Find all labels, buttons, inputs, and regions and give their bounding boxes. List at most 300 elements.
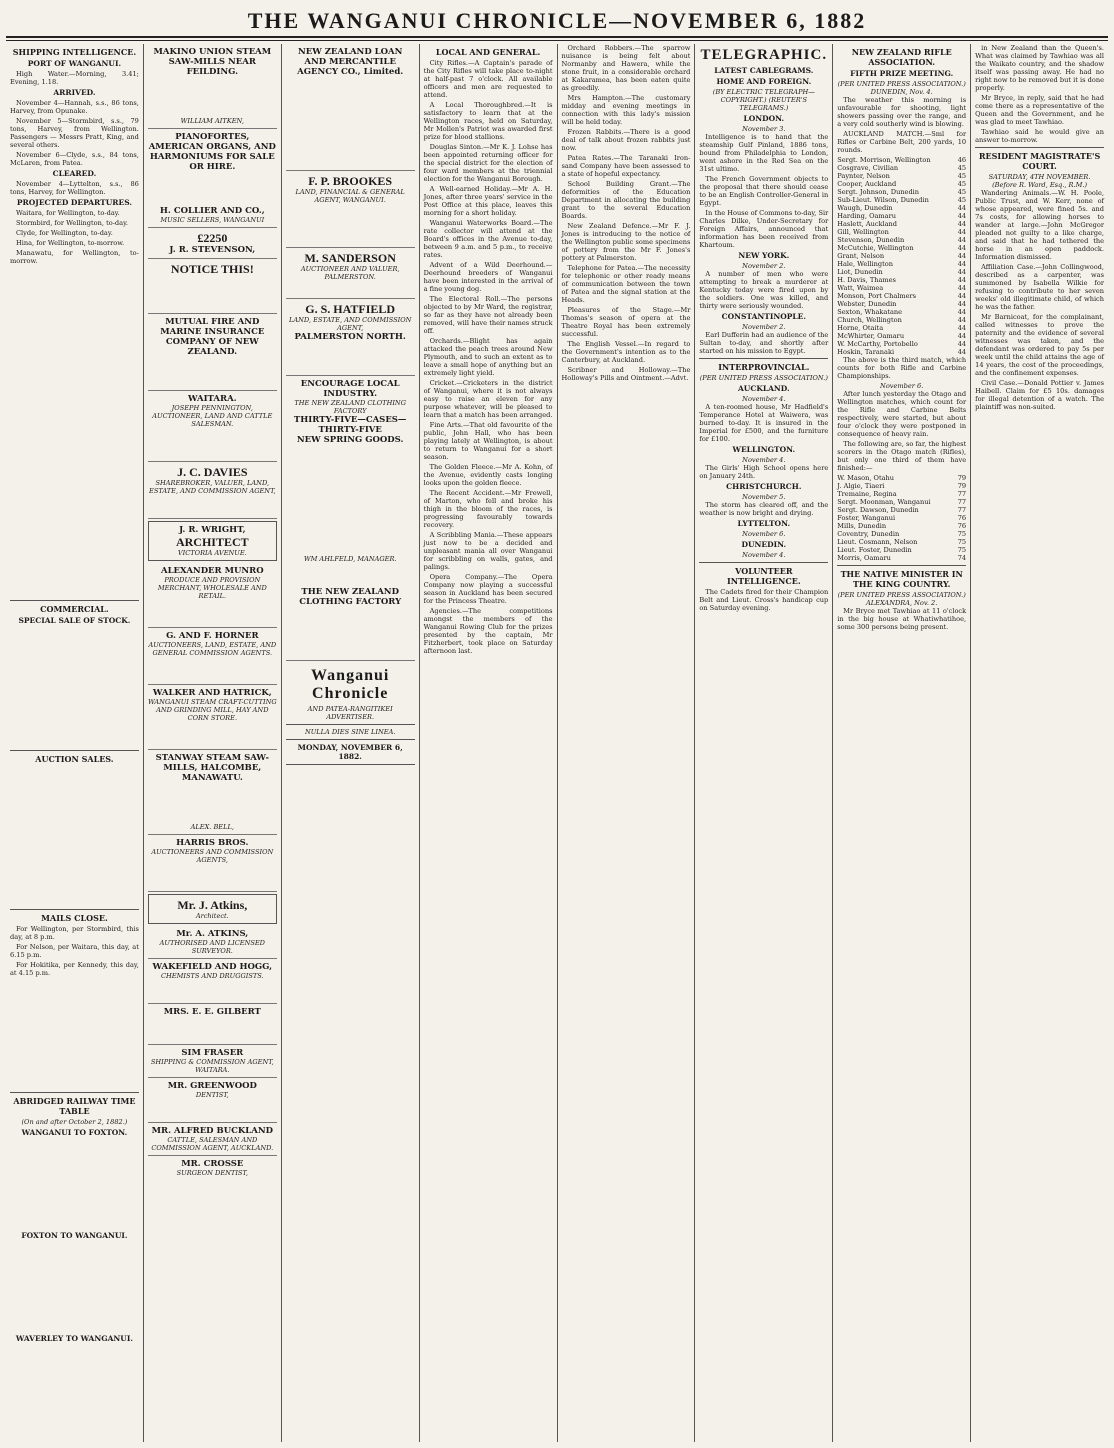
ad-title: MUTUAL FIRE AND MARINE INSURANCE COMPANY OF NEW ZEALAND.: [160, 317, 265, 357]
dateline: DUNEDIN, Nov. 4.: [870, 88, 933, 96]
dateline: November 4.: [742, 456, 786, 464]
ad-subtitle: AUCTIONEER AND VALUER, PALMERSTON.: [300, 265, 400, 281]
article-paragraph: Agencies.—The competitions amongst the members of the Wanganui Rowing Club for the prizes presented by the captain, Mr Fitzherbert, took place on Saturday afternoon last.: [423, 607, 553, 655]
ad-walker-hatrick: [148, 685, 277, 750]
competitor-name: Mills, Dunedin: [837, 522, 887, 530]
competitor-score: 45: [957, 180, 967, 188]
divider: [286, 764, 415, 765]
article-paragraph: A ten-roomed house, Mr Hadfield's Temperance Hotel at Waiwera, was burned to-day. It is insured in the Imperial for £500, and the furniture for £100.: [699, 403, 829, 443]
ad-subtitle: LAND, FINANCIAL & GENERAL AGENT, WANGANUI.: [295, 188, 405, 204]
ad-subtitle: JOSEPH PENNINGTON,: [171, 404, 253, 412]
score-row: [837, 482, 966, 490]
competitor-name: Morris, Oamaru: [837, 554, 891, 562]
projected-1: Waitara, for Wellington, to-day.: [16, 209, 120, 217]
article-paragraph: Frozen Rabbits.—There is a good deal of talk about frozen rabbits just now.: [561, 128, 691, 152]
manager-title: MANAGER.: [357, 555, 397, 563]
ad-subtitle: AUCTIONEER, LAND AND CATTLE SALESMAN.: [152, 412, 273, 428]
ad-title: NOTICE THIS!: [170, 262, 254, 276]
ad-subtitle: MUSIC SELLERS, WANGANUI: [160, 216, 265, 224]
article-paragraph: Mr Bryce, in reply, said that he had come there as a representative of the Queen and the Government, and he was glad to meet Tawhiao.: [975, 94, 1104, 126]
competitor-score: 44: [957, 324, 967, 332]
auckland-heading: AUCKLAND.: [737, 384, 790, 393]
competitor-name: Haslett, Auckland: [837, 220, 898, 228]
competitor-score: 44: [957, 212, 967, 220]
column-3-advertisements: [282, 44, 420, 1442]
competitor-name: McCutchie, Wellington: [837, 244, 914, 252]
mails-3: For Hokitika, per Kennedy, this day, at 4.15 p.m.: [10, 961, 139, 977]
newspaper-title: Wanganui Chronicle: [311, 667, 390, 702]
score-row: [837, 530, 966, 538]
score-row: [837, 284, 966, 292]
competitor-score: 44: [957, 308, 967, 316]
score-row: [837, 204, 966, 212]
ad-subtitle: SHAREBROKER, VALUER, LAND, ESTATE, AND COMMISSION AGENT,: [149, 479, 276, 495]
article-paragraph: Cricket.—Cricketers in the district of Wanganui, where it is not always easy to raise an eleven for any purpose whatever, will be pleased to learn that a match has been arranged.: [423, 379, 553, 419]
competitor-name: W. McCarthy, Portobello: [837, 340, 918, 348]
dateline: November 4.: [742, 395, 786, 403]
court-heading: RESIDENT MAGISTRATE'S COURT.: [978, 151, 1101, 171]
ad-clothing-factory: [286, 376, 415, 661]
article-paragraph: Advent of a Wild Deerhound.—Deerhound breeders of Wanganui have been interested in the arrival of a fine young dog.: [423, 261, 553, 293]
masthead: [0, 0, 1114, 38]
competitor-score: 45: [957, 188, 967, 196]
competitor-name: Hoskin, Taranaki: [837, 348, 895, 356]
scores-table-2: [837, 474, 966, 562]
article-paragraph: A Local Thoroughbred.—It is satisfactory to learn that at the Wellington races, held on Saturday, Mr Mollen's Patriot was awarded first prize for blood stallions.: [423, 101, 553, 141]
ad-greenwood: [148, 1078, 277, 1123]
ad-signature: WM AHLFELD, MANAGER.: [303, 555, 397, 563]
article-paragraph: Intelligence is to hand that the steamship Gulf Pinland, 1886 tons, bound from Philadelphia to London, went ashore in the Red Sea on the 31st ultimo.: [699, 133, 829, 173]
article-paragraph: The Recent Accident.—Mr Frewell, of Marton, who fell and broke his thigh in the bloom of the races, is progressing favourably towards recovery.: [423, 489, 553, 529]
score-row: [837, 490, 966, 498]
divider: [10, 909, 139, 910]
ad-title: Mr. A. ATKINS,: [176, 929, 249, 939]
competitor-score: 77: [957, 490, 967, 498]
article-paragraph: Scribner and Holloway.—The Holloway's Pills and Ointment.—Advt.: [561, 366, 691, 382]
competitor-name: Waugh, Dunedin: [837, 204, 893, 212]
ad-title: NEW ZEALAND LOAN AND MERCANTILE AGENCY CO., Limited.: [297, 47, 404, 77]
competitor-score: 77: [957, 506, 967, 514]
competitor-name: Sergt. Morrison, Wellington: [837, 156, 931, 164]
dateline: November 2.: [742, 262, 786, 270]
competitor-name: Webster, Dunedin: [837, 300, 897, 308]
court-before: (Before R. Ward, Esq., R.M.): [992, 181, 1088, 189]
competitor-score: 44: [957, 292, 967, 300]
article-paragraph: Wandering Animals.—W. H. Poole, Public Trust, and W. Kerr, none of whose appeared, were fined 5s. and 7s costs, for allowing horses to wander at large.—John McGregor pleaded not guilty to a like charge, and said that he had tethered the horse in an open paddock. Information dismissed.: [975, 189, 1104, 261]
credit-line: (PER UNITED PRESS ASSOCIATION.): [837, 80, 966, 88]
competitor-name: McWhirter, Oamaru: [837, 332, 905, 340]
score-row: [837, 228, 966, 236]
score-row: [837, 498, 966, 506]
article-paragraph: The Electoral Roll.—The persons objected to by Mr Ward, the registrar, so far as they have not already been removed, will have their names struck off.: [423, 295, 553, 335]
competitor-score: 79: [957, 474, 967, 482]
rifle-association-heading: NEW ZEALAND RIFLE ASSOCIATION.: [851, 47, 952, 67]
competitor-score: 75: [957, 546, 967, 554]
competitor-name: Hale, Wellington: [837, 260, 893, 268]
competitor-score: 44: [957, 300, 967, 308]
projected-heading: PROJECTED DEPARTURES.: [16, 198, 132, 207]
competitor-name: Foster, Wanganui: [837, 514, 896, 522]
ad-hatfield: [286, 299, 415, 376]
article-paragraph: Tawhiao said he would give an answer to-morrow.: [975, 128, 1104, 144]
competitor-score: 77: [957, 498, 967, 506]
ad-subtitle: AUCTIONEERS AND COMMISSION AGENTS,: [151, 848, 274, 864]
competitor-name: Sergt. Dawson, Dunedin: [837, 506, 919, 514]
railway-waverley-wanganui: WAVERLEY TO WANGANUI.: [15, 1334, 133, 1343]
score-row: [837, 546, 966, 554]
arrived-heading: ARRIVED.: [53, 88, 96, 97]
christchurch-heading: CHRISTCHURCH.: [726, 482, 802, 491]
masthead-rule: [6, 36, 1108, 38]
competitor-name: Liot, Dunedin: [837, 268, 883, 276]
score-row: [837, 244, 966, 252]
manager-name: WM AHLFELD: [303, 555, 354, 563]
masthead-rule-thin: [6, 40, 1108, 41]
ad-subtitle: Architect.: [195, 912, 229, 920]
article-paragraph: Pleasures of the Stage.—Mr Thomas's season of opera at the Theatre Royal has been extremely successful.: [561, 306, 691, 338]
dunedin-heading: DUNEDIN.: [741, 540, 787, 549]
article-paragraph: The Cadets fired for their Champion Belt and Lieut. Cross's handicap cup on Saturday evening.: [699, 588, 829, 612]
competitor-name: Watt, Waimea: [837, 284, 884, 292]
ad-subtitle: PRODUCE AND PROVISION MERCHANT, WHOLESALE AND RETAIL.: [157, 576, 267, 600]
competitor-name: Harding, Oamaru: [837, 212, 896, 220]
ad-davies: [148, 462, 277, 519]
competitor-name: Stevenson, Dunedin: [837, 236, 905, 244]
prize-meeting-heading: FIFTH PRIZE MEETING.: [850, 69, 954, 78]
competitor-name: Cosgrave, Civilian: [837, 164, 899, 172]
score-row: [837, 212, 966, 220]
column-5-local-general-cont: [558, 44, 696, 1442]
constantinople-heading: CONSTANTINOPLE.: [721, 312, 806, 321]
score-row: [837, 538, 966, 546]
competitor-name: Church, Wellington: [837, 316, 902, 324]
ad-title: MAKINO UNION STEAM SAW-MILLS NEAR FEILDING.: [153, 47, 272, 77]
ad-title: MRS. E. E. GILBERT: [163, 1007, 261, 1017]
ad-sanderson: [286, 248, 415, 299]
dateline: November 6.: [742, 530, 786, 538]
ad-stevenson: [148, 228, 277, 259]
railway-heading: ABRIDGED RAILWAY TIME TABLE: [13, 1096, 136, 1116]
score-row: [837, 188, 966, 196]
railway-foxton-wanganui: FOXTON TO WANGANUI.: [21, 1231, 128, 1240]
ad-gilbert: [148, 1004, 277, 1045]
competitor-score: 44: [957, 228, 967, 236]
mails-close-heading: MAILS CLOSE.: [41, 913, 108, 923]
railway-wanganui-foxton: WANGANUI TO FOXTON.: [21, 1128, 128, 1137]
column-7-rifle-association: [833, 44, 971, 1442]
ad-subtitle: SURGEON DENTIST,: [176, 1169, 248, 1177]
score-row: [837, 316, 966, 324]
score-row: [837, 172, 966, 180]
mails-1: For Wellington, per Stormbird, this day, at 8 p.m.: [10, 925, 139, 941]
article-paragraph: A Scribbling Mania.—These appears just now to be a decided and unpleasant mania all over Wanganui for scribbling on walls, gates, and palings.: [423, 531, 553, 571]
ad-subtitle: THIRTY-FIVE—CASES—THIRTY-FIVE: [293, 415, 407, 435]
divider: [837, 565, 966, 566]
competitor-name: Horne, Otaita: [837, 324, 884, 332]
projected-4: Hina, for Wellington, to-morrow.: [16, 239, 125, 247]
article-paragraph: Orchard Robbers.—The sparrow nuisance is being felt about Normanby and Hawera, while the stone fruit, in a considerable orchard at Kakaramea, has been eaten quite as greedily.: [561, 44, 691, 92]
ad-subtitle: SHIPPING & COMMISSION AGENT, WAITARA.: [150, 1058, 274, 1074]
column-8-court: [971, 44, 1108, 1442]
ad-subtitle: VICTORIA AVENUE.: [177, 549, 247, 557]
match-line: AUCKLAND MATCH.—Sml for Rifles or Carbine Belt, 200 yards, 10 rounds.: [837, 130, 967, 154]
ad-title: STANWAY STEAM SAW-MILLS, HALCOMBE, MANAWATU.: [155, 753, 269, 783]
commercial-heading: COMMERCIAL.: [40, 604, 109, 614]
ad-subtitle: AUTHORISED AND LICENSED SURVEYOR.: [159, 939, 265, 955]
ad-subtitle: PALMERSTON NORTH.: [294, 332, 406, 342]
article-paragraph: The French Government objects to the proposal that there should cease to be an English Controller-General in Egypt.: [699, 175, 829, 207]
competitor-score: 44: [957, 340, 967, 348]
ad-title: WALKER AND HATRICK,: [152, 688, 272, 698]
volunteer-heading: VOLUNTEER INTELLIGENCE.: [727, 566, 801, 586]
article-paragraph: In the House of Commons to-day, Sir Charles Dilke, Under-Secretary for Foreign Affairs, announced that information has been received from Khartoum.: [699, 209, 829, 249]
competitor-name: Monson, Port Chalmers: [837, 292, 917, 300]
projected-2: Stormbird, for Wellington, to-day.: [16, 219, 129, 227]
ad-title: J. R. WRIGHT,: [179, 525, 246, 535]
ad-subtitle: CATTLE, SALESMAN AND COMMISSION AGENT, AUCKLAND.: [151, 1136, 274, 1152]
score-row: [837, 324, 966, 332]
article-paragraph: in New Zealand than the Queen's. What was claimed by Tawhiao was all the Waikato country, and the shadow itself was passing away. He had no right now to be removed but it is done properly.: [975, 44, 1104, 92]
divider: [286, 724, 415, 725]
score-row: [837, 180, 966, 188]
competitor-score: 45: [957, 164, 967, 172]
competitor-score: 45: [957, 196, 967, 204]
article-paragraph: Fine Arts.—That old favourite of the public, John Hall, who has been playing lately at Wellington, is about to return to Wanganui for a short season.: [423, 421, 553, 461]
competitor-score: 44: [957, 268, 967, 276]
competitor-name: Tremaine, Regina: [837, 490, 897, 498]
competitor-name: Sub-Lieut. Wilson, Dunedin: [837, 196, 929, 204]
score-row: [837, 308, 966, 316]
ad-brookes: [286, 171, 415, 248]
article-paragraph: Douglas Sinton.—Mr K. J. Lohse has been appointed returning officer for the special district for the election of four ward members at the triennial election for the Wanganui Borough.: [423, 143, 553, 183]
competitor-score: 44: [957, 276, 967, 284]
competitor-score: 75: [957, 538, 967, 546]
score-row: [837, 196, 966, 204]
article-paragraph: A Well-earned Holiday.—Mr A. H. Jones, after three years' service in the Post Office at this place, leaves this morning for a short holiday.: [423, 185, 553, 217]
shipping-heading: SHIPPING INTELLIGENCE.: [12, 47, 137, 57]
dateline: November 2.: [742, 323, 786, 331]
score-row: [837, 252, 966, 260]
article-paragraph: Mr Bryce met Tawhiao at 11 o'clock in the big house at Whatiwhatihoe, some 300 persons being present.: [837, 607, 967, 631]
divider: [699, 358, 828, 359]
score-row: [837, 164, 966, 172]
ad-stanway-sawmills: [148, 750, 277, 835]
score-row: [837, 300, 966, 308]
ad-title: MR. ALFRED BUCKLAND: [151, 1126, 273, 1136]
railway-table-2: [10, 1242, 139, 1332]
commercial-body-text: [10, 627, 139, 747]
mails-body-text: [10, 979, 139, 1089]
court-date: SATURDAY, 4TH NOVEMBER.: [988, 173, 1091, 181]
score-row: [837, 474, 966, 482]
article-paragraph: School Building Grant.—The deformities of the Education Department in allocating the building grant to the several Education Boards.: [561, 180, 691, 220]
arrival-3: November 6—Clyde, s.s., 84 tons, McLaren, from Patea.: [10, 151, 139, 167]
competitor-score: 74: [957, 554, 967, 562]
score-row: [837, 292, 966, 300]
ad-title: F. P. BROOKES: [308, 174, 393, 188]
dateline: November 5.: [742, 493, 786, 501]
newyork-heading: NEW YORK.: [738, 251, 790, 260]
ad-nz-loan: [286, 44, 415, 171]
ad-title: WAITARA.: [187, 394, 237, 404]
ad-horner: [148, 628, 277, 685]
article-paragraph: Mr Barnicoat, for the complainant, called witnesses to prove the paternity and the evidence of several witnesses was taken, and the defendant was ordered to pay 5s per week until the child attains the age of 14 years, the cost of the proceedings, and the confinement expenses.: [975, 313, 1104, 377]
article-paragraph: The above is the third match, which counts for both Rifle and Carbine Championships.: [837, 356, 967, 380]
column-1-shipping: [6, 44, 144, 1442]
competitor-name: Sergt. Johnson, Dunedin: [837, 188, 920, 196]
score-row: [837, 236, 966, 244]
ad-subtitle: DENTIST,: [195, 1091, 229, 1099]
competitor-name: J. Algie, Tiaeri: [837, 482, 885, 490]
competitor-score: 44: [957, 204, 967, 212]
ad-atkins-architect: [148, 894, 277, 924]
column-6-telegraphic: [695, 44, 833, 1442]
local-general-heading: LOCAL AND GENERAL.: [435, 47, 541, 57]
scores-table-1: [837, 156, 966, 356]
divider: [975, 147, 1104, 148]
interprovincial-heading: INTERPROVINCIAL.: [718, 362, 810, 372]
competitor-name: Lieut. Cosmann, Nelson: [837, 538, 918, 546]
ad-subtitle: LAND, ESTATE, AND COMMISSION AGENT,: [288, 316, 412, 332]
london-heading: LONDON.: [743, 114, 785, 123]
article-paragraph: After lunch yesterday the Otago and Wellington matches, which count for the Rifle and Carbine Belts respectively, were started, but about four o'clock they were postponed in consequence of heavy rain.: [837, 390, 967, 438]
divider: [286, 739, 415, 740]
competitor-name: Coventry, Dunedin: [837, 530, 900, 538]
cleared-1: November 4—Lyttelton, s.s., 86 tons, Harvey, for Wellington.: [10, 180, 139, 196]
competitor-name: Grant, Nelson: [837, 252, 885, 260]
article-paragraph: Patea Rates.—The Taranaki Iron-sand Company have been assessed to a state of hopeful expectancy.: [561, 154, 691, 178]
ad-wright-architect: [148, 521, 277, 561]
auction-body-text: [10, 766, 139, 906]
cleared-heading: CLEARED.: [52, 169, 97, 178]
ad-title: H. COLLIER AND CO.,: [159, 206, 265, 216]
ad-pianofortes: [148, 129, 277, 228]
mails-2: For Nelson, per Waitara, this day, at 6.15 p.m.: [10, 943, 139, 959]
article-paragraph: The Girls' High School opens here on January 24th.: [699, 464, 829, 480]
ad-title: MR. CROSSE: [181, 1159, 244, 1169]
arrival-1: November 4—Hannah, s.s., 86 tons, Harvey, from Opunake.: [10, 99, 139, 115]
column-4-local-general: [420, 44, 558, 1442]
masthead-title: THE WANGANUI CHRONICLE—NOVEMBER 6, 1882: [247, 8, 867, 33]
shipping-body-text: [10, 267, 139, 597]
telegraphic-heading: TELEGRAPHIC.: [700, 47, 828, 63]
ad-title: SIM FRASER: [181, 1048, 244, 1058]
article-paragraph: The storm has cleared off, and the weather is now bright and drying.: [699, 501, 829, 517]
credit-line: (BY ELECTRIC TELEGRAPH—COPYRIGHT.) (REUTER'S TELEGRAMS.): [712, 88, 815, 112]
ad-subtitle: THE NEW ZEALAND CLOTHING FACTORY: [294, 399, 406, 415]
divider: [699, 562, 828, 563]
ad-pennington: [148, 391, 277, 462]
article-paragraph: The weather this morning is unfavourable for shooting, light showers passing over the range, and a very cold southerly wind is blowing.: [837, 96, 967, 128]
competitor-name: Paynter, Nelson: [837, 172, 890, 180]
projected-3: Clyde, for Wellington, to-day.: [16, 229, 113, 237]
ad-price: £2250: [197, 231, 228, 245]
ad-wakefield-hogg: [148, 959, 277, 1004]
wellington-heading: WELLINGTON.: [732, 445, 796, 454]
competitor-name: Lieut. Foster, Dunedin: [837, 546, 912, 554]
projected-5: Manawatu, for Wellington, to-morrow.: [10, 249, 139, 265]
article-paragraph: Civil Case.—Donald Pottier v. James Haibell. Claim for £5 10s. damages for illegal detention of a watch. The plaintiff was non-suited.: [975, 379, 1104, 411]
ad-title: J. R. STEVENSON,: [169, 245, 256, 255]
competitor-score: 44: [957, 252, 967, 260]
competitor-score: 44: [957, 220, 967, 228]
competitor-score: 76: [957, 514, 967, 522]
competitor-name: Cooper, Auckland: [837, 180, 897, 188]
competitor-name: Gill, Wellington: [837, 228, 889, 236]
ad-subtitle: ARCHITECT: [175, 535, 249, 549]
ad-fraser: [148, 1045, 277, 1078]
dateline: November 6.: [880, 382, 924, 390]
article-paragraph: Opera Company.—The Opera Company now playing a successful season in Auckland has been secured for the Princess Theatre.: [423, 573, 553, 605]
score-row: [837, 276, 966, 284]
cablegrams-heading: LATEST CABLEGRAMS.: [714, 66, 814, 75]
column-2-advertisements: [144, 44, 282, 1442]
competitor-name: H. Davis, Thames: [837, 276, 896, 284]
ad-signature: WILLIAM AITKEN,: [180, 117, 244, 125]
lyttelton-heading: LYTTELTON.: [737, 519, 791, 528]
auction-sales-heading: AUCTION SALES.: [35, 754, 114, 764]
competitor-score: 75: [957, 530, 967, 538]
ad-title: J. C. DAVIES: [177, 465, 248, 479]
ad-harris-bros: [148, 835, 277, 892]
ad-footer: THE NEW ZEALAND CLOTHING FACTORY: [299, 587, 402, 607]
credit-line: (PER UNITED PRESS ASSOCIATION.): [837, 591, 966, 599]
competitor-name: W. Mason, Otahu: [837, 474, 895, 482]
native-minister-heading: THE NATIVE MINISTER IN THE KING COUNTRY.: [840, 569, 963, 589]
score-row: [837, 348, 966, 356]
score-row: [837, 554, 966, 562]
score-row: [837, 506, 966, 514]
score-row: [837, 220, 966, 228]
ad-crosse: [148, 1156, 277, 1180]
ad-atkins-surveyor: [148, 926, 277, 959]
ad-title: ALEXANDER MUNRO: [160, 566, 264, 576]
newspaper-columns: [6, 44, 1108, 1442]
railway-table-1: [10, 1139, 139, 1229]
article-paragraph: Affiliation Case.—John Collingwood, described as a carpenter, was summoned by Isabella Wilkie for refusing to contribute to her seven weeks' old illegitimate child, of which he was the father.: [975, 263, 1104, 311]
score-row: [837, 340, 966, 348]
ad-signature: ALEX. BELL,: [190, 823, 234, 831]
competitor-score: 44: [957, 332, 967, 340]
competitor-score: 44: [957, 244, 967, 252]
competitor-score: 44: [957, 284, 967, 292]
ad-mutual-fire: [148, 314, 277, 391]
competitor-score: 44: [957, 316, 967, 324]
dateline: November 4.: [742, 551, 786, 559]
newspaper-date: MONDAY, NOVEMBER 6, 1882.: [297, 743, 403, 761]
score-row: [837, 156, 966, 164]
ad-title: HARRIS BROS.: [176, 838, 249, 848]
ad-title: G. S. HATFIELD: [305, 302, 396, 316]
score-row: [837, 522, 966, 530]
ad-subtitle: WANGANUI STEAM CRAFT-CUTTING AND GRINDING MILL, HAY AND CORN STORE.: [147, 698, 277, 722]
arrival-2: November 5—Stormbird, s.s., 79 tons, Harvey, from Wellington. Passengers — Messrs Pratt, King, and several others.: [10, 117, 139, 149]
competitor-score: 45: [957, 172, 967, 180]
competitor-score: 44: [957, 236, 967, 244]
ad-title: M. SANDERSON: [304, 251, 396, 265]
dateline: ALEXANDRA, Nov. 2.: [866, 599, 938, 607]
article-paragraph: City Rifles.—A Captain's parade of the City Rifles will take place to-night at half-past 7 o'clock. All available officers and men are requested to attend.: [423, 59, 553, 99]
railway-subheading: (On and after October 2, 1882.): [21, 1118, 128, 1126]
home-foreign-heading: HOME AND FOREIGN.: [716, 77, 812, 86]
divider: [10, 750, 139, 751]
competitor-score: 76: [957, 522, 967, 530]
ad-title: G. AND F. HORNER: [166, 631, 259, 641]
divider: [10, 1092, 139, 1093]
ad-title: PIANOFORTES, AMERICAN ORGANS, AND HARMONIUMS FOR SALE OR HIRE.: [148, 132, 276, 172]
score-row: [837, 514, 966, 522]
competitor-name: Sergt. Moonman, Wanganui: [837, 498, 931, 506]
